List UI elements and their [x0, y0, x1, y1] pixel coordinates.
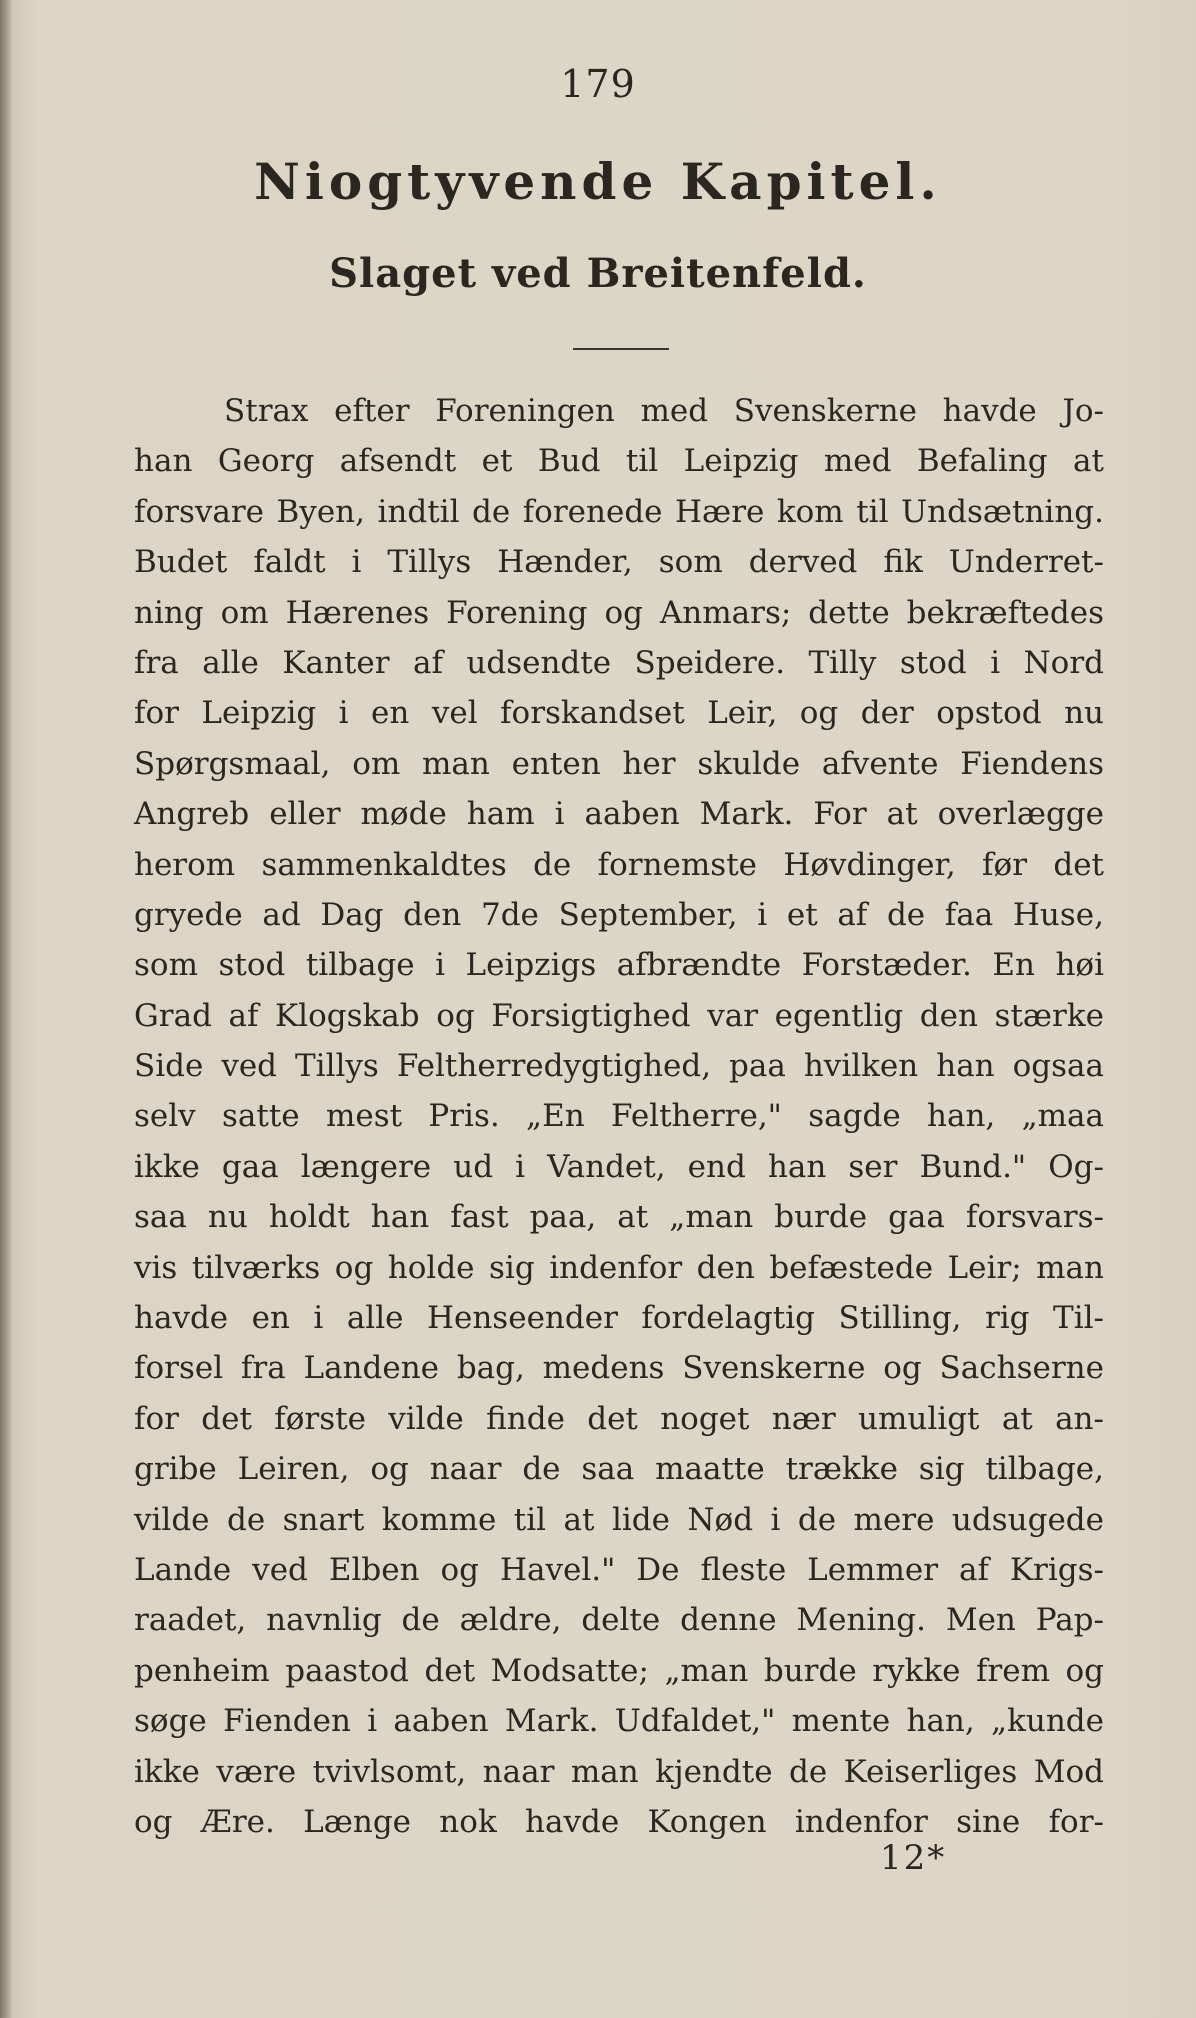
- body-text: [134, 386, 1104, 1847]
- page-spine-shadow: [0, 0, 12, 2018]
- text-line: vilde de snart komme til at lide Nød i de mere udsugede: [134, 1501, 1104, 1538]
- section-title: Slaget ved Breitenfeld.: [329, 250, 867, 297]
- text-line: penheim paastod det Modsatte; „man burde rykke frem og: [134, 1652, 1104, 1689]
- text-line: ning om Hærenes Forening og Anmars; dette bekræftedes: [134, 594, 1104, 631]
- text-line: vis tilværks og holde sig indenfor den befæstede Leir; man: [134, 1249, 1104, 1286]
- title-divider: [573, 348, 669, 350]
- text-line: Side ved Tillys Feltherredygtighed, paa hvilken han ogsaa: [134, 1048, 1104, 1085]
- text-line: ikke være tvivlsomt, naar man kjendte de Keiserliges Mod: [134, 1753, 1104, 1790]
- text-line: saa nu holdt han fast paa, at „man burde gaa forsvars-: [134, 1199, 1104, 1236]
- text-line: ikke gaa længere ud i Vandet, end han ser Bund." Og-: [134, 1148, 1104, 1185]
- text-line: fra alle Kanter af udsendte Speidere. Tilly stod i Nord: [134, 644, 1104, 681]
- text-line: Spørgsmaal, om man enten her skulde afvente Fiendens: [134, 745, 1104, 782]
- page-number: 179: [560, 62, 636, 106]
- text-line: han Georg afsendt et Bud til Leipzig med Befaling at: [134, 443, 1104, 480]
- text-line: for Leipzig i en vel forskandset Leir, og der opstod nu: [134, 695, 1104, 732]
- text-line: Strax efter Foreningen med Svenskerne havde Jo-: [224, 393, 1104, 429]
- text-line: forsvare Byen, indtil de forenede Hære kom til Undsætning.: [134, 493, 1104, 530]
- text-line: havde en i alle Henseender fordelagtig Stilling, rig Til-: [134, 1300, 1104, 1337]
- chapter-title: Niogtyvende Kapitel.: [254, 152, 942, 211]
- text-line: søge Fienden i aaben Mark. Udfaldet," mente han, „kunde: [134, 1703, 1104, 1740]
- text-line: raadet, navnlig de ældre, delte denne Mening. Men Pap-: [134, 1602, 1104, 1639]
- text-line: for det første vilde finde det noget nær umuligt at an-: [134, 1400, 1104, 1437]
- text-line: Lande ved Elben og Havel." De fleste Lemmer af Krigs-: [134, 1551, 1104, 1588]
- text-line: selv satte mest Pris. „En Feltherre," sagde han, „maa: [134, 1098, 1104, 1135]
- text-line: Grad af Klogskab og Forsigtighed var egentlig den stærke: [134, 997, 1104, 1034]
- text-line: gryede ad Dag den 7de September, i et af de faa Huse,: [134, 896, 1104, 933]
- text-line: forsel fra Landene bag, medens Svenskerne og Sachserne: [134, 1350, 1104, 1387]
- text-line: som stod tilbage i Leipzigs afbrændte Forstæder. En høi: [134, 947, 1104, 984]
- text-line: Angreb eller møde ham i aaben Mark. For at overlægge: [134, 796, 1104, 833]
- text-line: gribe Leiren, og naar de saa maatte trække sig tilbage,: [134, 1451, 1104, 1488]
- text-line: Budet faldt i Tillys Hænder, som derved fik Underret-: [134, 544, 1104, 581]
- signature-mark: 12*: [880, 1838, 947, 1878]
- text-line: herom sammenkaldtes de fornemste Høvdinger, før det: [134, 846, 1104, 883]
- text-line: og Ære. Længe nok havde Kongen indenfor sine for-: [134, 1803, 1104, 1840]
